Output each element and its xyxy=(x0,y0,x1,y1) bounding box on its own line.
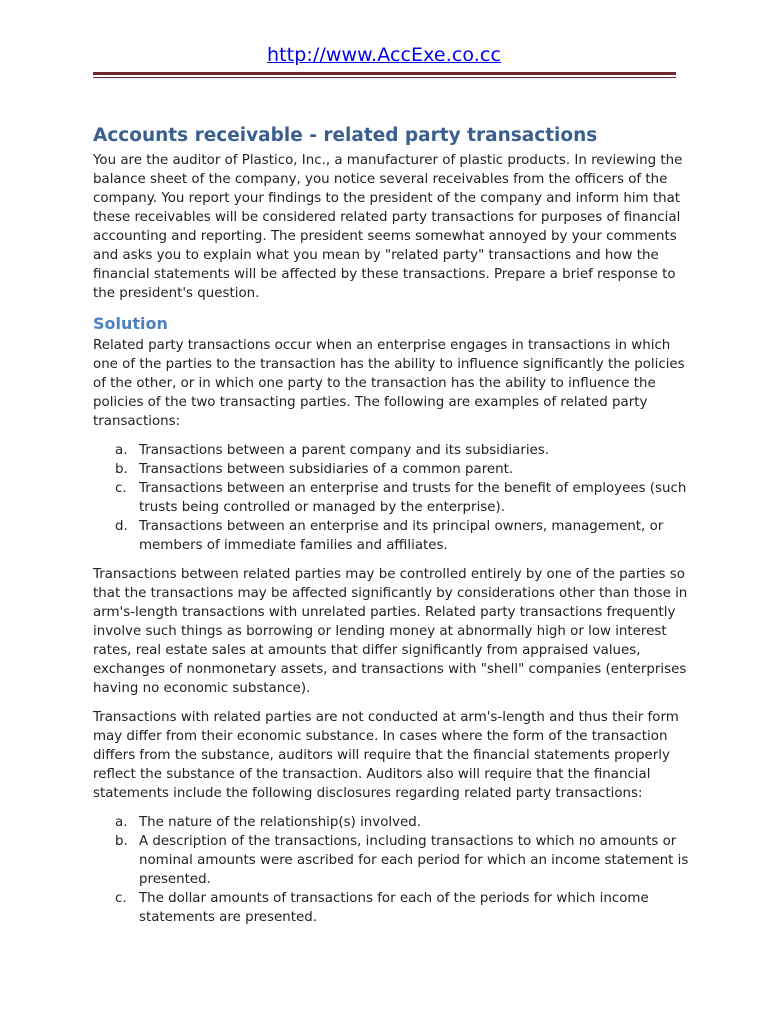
examples-list xyxy=(93,441,693,555)
list-item xyxy=(93,889,693,927)
site-link[interactable]: http://www.AccExe.co.cc xyxy=(266,44,502,66)
list-marker: c. xyxy=(115,481,127,496)
list-marker: a. xyxy=(115,443,128,458)
list-item xyxy=(93,813,693,832)
list-item xyxy=(93,517,693,555)
list-item xyxy=(93,460,693,479)
list-item xyxy=(93,832,693,889)
question-paragraph: You are the auditor of Plastico, Inc., a manufacturer of plastic products. In reviewing the balance sheet of the company, you notice several receivables from the officers of the company. You report your findings to the president of the company and inform him that these receivables will be considered related party transactions for purposes of financial accounting and reporting. The president seems somewhat annoyed by your comments and asks you to explain what you mean by "related party" transactions and how the financial statements will be affected by these transactions. Prepare a brief response to the president's question. xyxy=(93,153,683,301)
list-item xyxy=(93,479,693,517)
site-header xyxy=(0,44,768,66)
disclosure-paragraph: Transactions with related parties are not conducted at arm's-length and thus their form may differ from their economic substance. In cases where the form of the transaction differs from the substance, auditors will require that the financial statements properly reflect the substance of the transaction. Auditors also will require that the financial statements include the following disclosures regarding related party transactions: xyxy=(93,710,679,801)
list-marker: b. xyxy=(115,834,128,849)
solution-heading: Solution xyxy=(93,314,168,333)
list-item-text: Transactions between an enterprise and its principal owners, management, or members of immediate families and affiliates. xyxy=(139,519,664,553)
control-paragraph: Transactions between related parties may be controlled entirely by one of the parties so that the transactions may be affected significantly by considerations other than those in arm's-length transactions with unrelated parties. Related party transactions frequently involve such things as borrowing or lending money at abnormally high or low interest rates, real estate sales at amounts that differ significantly from appraised values, exchanges of nonmonetary assets, and transactions with "shell" companies (enterprises having no economic substance). xyxy=(93,567,688,696)
document-body xyxy=(93,124,693,937)
list-marker: c. xyxy=(115,891,127,906)
list-marker: d. xyxy=(115,519,128,534)
disclosures-list xyxy=(93,813,693,927)
header-rule-thick xyxy=(93,72,676,75)
list-item-text: Transactions between an enterprise and trusts for the benefit of employees (such trusts being controlled or managed by the enterprise). xyxy=(139,481,687,515)
list-marker: b. xyxy=(115,462,128,477)
list-item-text: A description of the transactions, including transactions to which no amounts or nominal amounts were ascribed for each period for which an income statement is presented. xyxy=(139,834,689,887)
list-marker: a. xyxy=(115,815,128,830)
list-item-text: Transactions between a parent company and its subsidiaries. xyxy=(139,443,550,458)
list-item-text: The nature of the relationship(s) involved. xyxy=(139,815,422,830)
list-item xyxy=(93,441,693,460)
list-item-text: Transactions between subsidiaries of a common parent. xyxy=(139,462,514,477)
document-title: Accounts receivable - related party transactions xyxy=(93,125,598,146)
header-rule-thin xyxy=(93,77,676,78)
list-item-text: The dollar amounts of transactions for each of the periods for which income statements are presented. xyxy=(139,891,649,925)
solution-intro-paragraph: Related party transactions occur when an enterprise engages in transactions in which one of the parties to the transaction has the ability to influence significantly the policies of the other, or in which one party to the transaction has the ability to influence the policies of the two transacting parties. The following are examples of related party transactions: xyxy=(93,338,685,429)
